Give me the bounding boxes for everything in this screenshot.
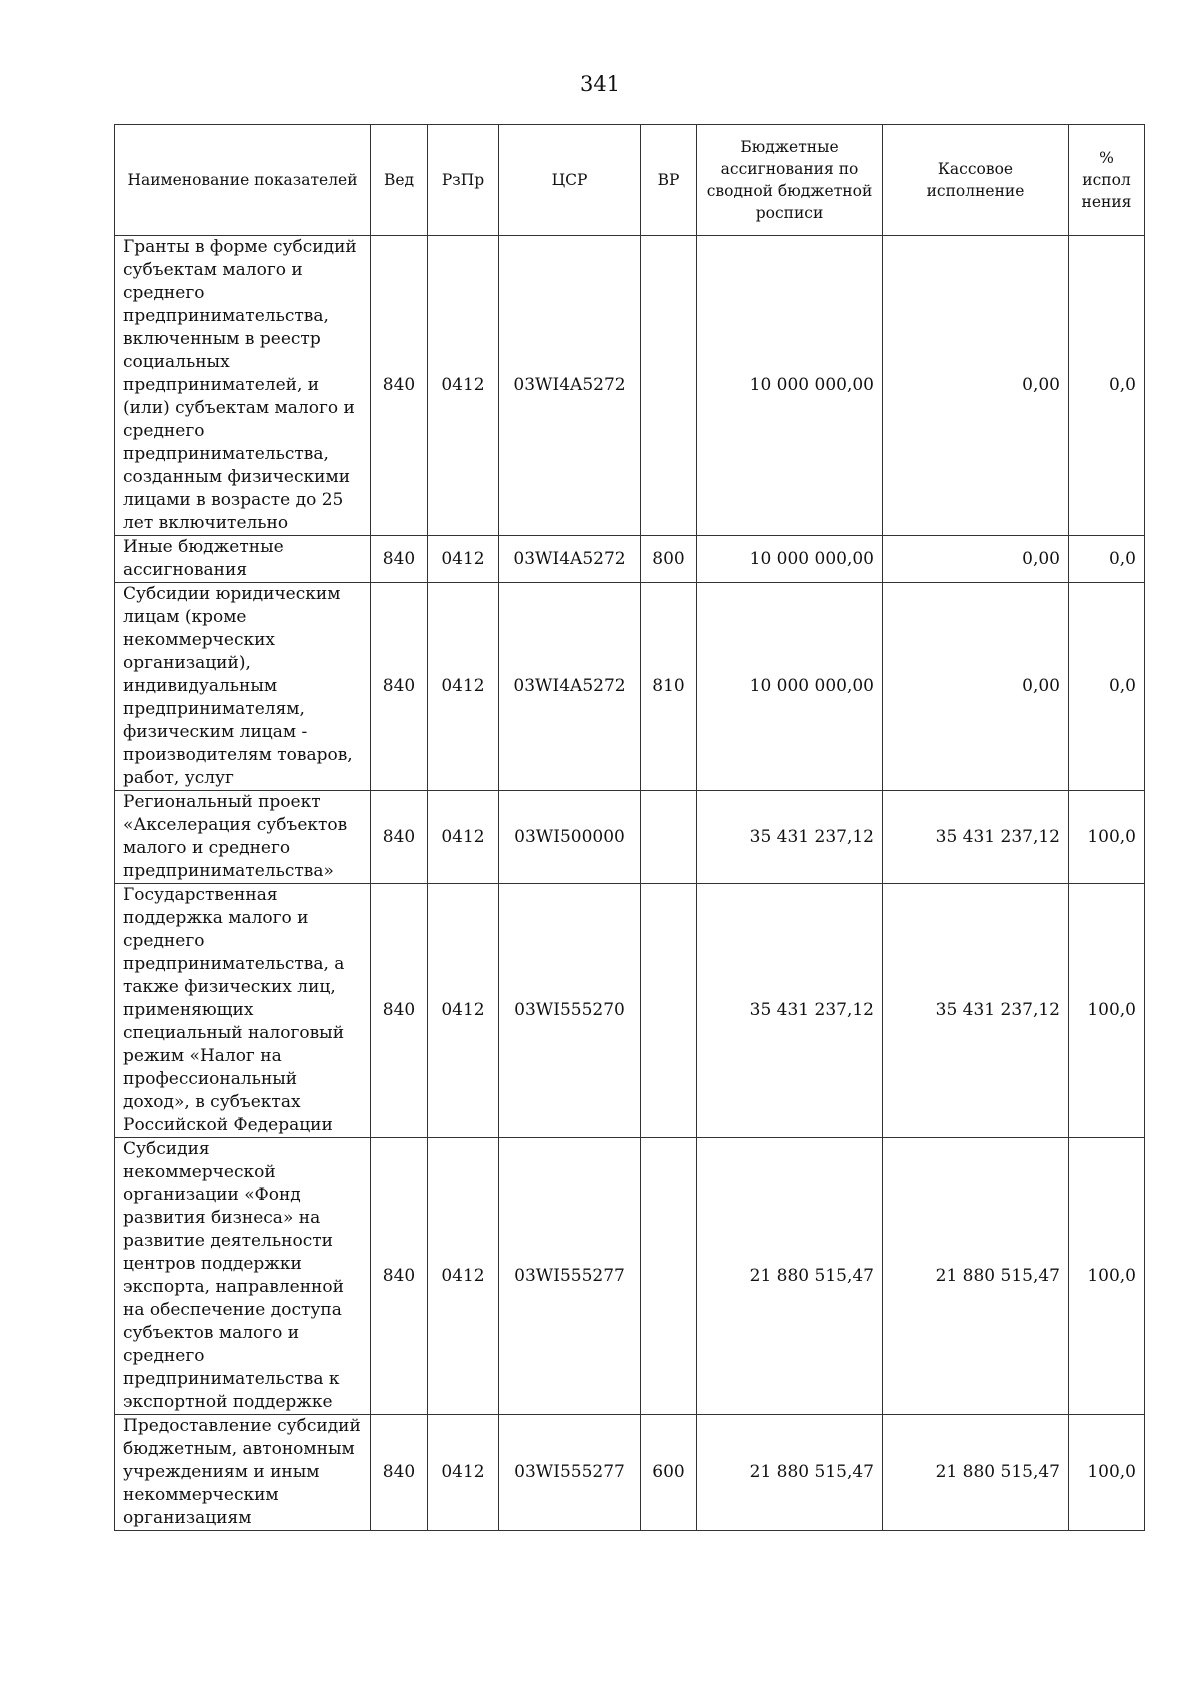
row-ved: 840: [371, 884, 428, 1138]
row-csr: 03WI4A5272: [499, 536, 641, 583]
row-csr: 03WI4A5272: [499, 236, 641, 536]
row-percent: 0,0: [1069, 236, 1145, 536]
table-row: [115, 791, 1145, 884]
row-name: Региональный проект «Акселерация субъектов малого и среднего предпринимательства»: [115, 791, 371, 884]
table-row: [115, 884, 1145, 1138]
row-rzpr: 0412: [428, 583, 499, 791]
header-vr: ВР: [641, 125, 697, 236]
row-rzpr: 0412: [428, 1415, 499, 1531]
row-budget: 35 431 237,12: [697, 884, 883, 1138]
row-cash: 35 431 237,12: [883, 791, 1069, 884]
row-csr: 03WI555270: [499, 884, 641, 1138]
budget-table: [114, 124, 1145, 1531]
row-rzpr: 0412: [428, 536, 499, 583]
row-cash: 0,00: [883, 536, 1069, 583]
row-percent: 100,0: [1069, 1138, 1145, 1415]
row-budget: 21 880 515,47: [697, 1138, 883, 1415]
table-row: [115, 236, 1145, 536]
row-percent: 0,0: [1069, 536, 1145, 583]
row-rzpr: 0412: [428, 1138, 499, 1415]
row-percent: 100,0: [1069, 1415, 1145, 1531]
row-name: Иные бюджетные ассигнования: [115, 536, 371, 583]
row-rzpr: 0412: [428, 236, 499, 536]
row-cash: 21 880 515,47: [883, 1415, 1069, 1531]
row-cash: 35 431 237,12: [883, 884, 1069, 1138]
row-name: Субсидии юридическим лицам (кроме некоммерческих организаций), индивидуальным предпринимателям, физическим лицам - производителям товаров, работ, услуг: [115, 583, 371, 791]
row-csr: 03WI555277: [499, 1415, 641, 1531]
header-rzpr: РзПр: [428, 125, 499, 236]
row-percent: 100,0: [1069, 884, 1145, 1138]
row-rzpr: 0412: [428, 791, 499, 884]
table-row: [115, 1415, 1145, 1531]
row-vr: 600: [641, 1415, 697, 1531]
table-row: [115, 536, 1145, 583]
row-vr: 800: [641, 536, 697, 583]
page-number: 341: [579, 72, 621, 96]
row-vr: [641, 1138, 697, 1415]
table-row: [115, 583, 1145, 791]
row-cash: 0,00: [883, 236, 1069, 536]
row-csr: 03WI555277: [499, 1138, 641, 1415]
row-name: Гранты в форме субсидий субъектам малого и среднего предпринимательства, включенным в реестр социальных предпринимателей, и (или) субъектам малого и среднего предпринимательства, созданным физическими лицами в возрасте до 25 лет включительно: [115, 236, 371, 536]
row-name: Государственная поддержка малого и среднего предпринимательства, а также физических лиц, применяющих специальный налоговый режим «Налог на профессиональный доход», в субъектах Российской Федерации: [115, 884, 371, 1138]
header-budget: Бюджетные ассигнования по сводной бюджетной росписи: [697, 125, 883, 236]
row-ved: 840: [371, 536, 428, 583]
row-cash: 0,00: [883, 583, 1069, 791]
row-name: Субсидия некоммерческой организации «Фонд развития бизнеса» на развитие деятельности центров поддержки экспорта, направленной на обеспечение доступа субъектов малого и среднего предпринимательства к экспортной поддержке: [115, 1138, 371, 1415]
row-percent: 100,0: [1069, 791, 1145, 884]
row-ved: 840: [371, 583, 428, 791]
row-budget: 10 000 000,00: [697, 536, 883, 583]
header-name: Наименование показателей: [115, 125, 371, 236]
row-ved: 840: [371, 1415, 428, 1531]
row-budget: 10 000 000,00: [697, 236, 883, 536]
row-csr: 03WI500000: [499, 791, 641, 884]
header-row: [115, 125, 1145, 236]
header-percent: % испол нения: [1069, 125, 1145, 236]
header-ved: Вед: [371, 125, 428, 236]
row-vr: 810: [641, 583, 697, 791]
row-cash: 21 880 515,47: [883, 1138, 1069, 1415]
row-vr: [641, 884, 697, 1138]
row-ved: 840: [371, 1138, 428, 1415]
row-rzpr: 0412: [428, 884, 499, 1138]
row-percent: 0,0: [1069, 583, 1145, 791]
row-ved: 840: [371, 236, 428, 536]
row-vr: [641, 791, 697, 884]
row-budget: 10 000 000,00: [697, 583, 883, 791]
row-name: Предоставление субсидий бюджетным, автономным учреждениям и иным некоммерческим организациям: [115, 1415, 371, 1531]
row-csr: 03WI4A5272: [499, 583, 641, 791]
row-budget: 21 880 515,47: [697, 1415, 883, 1531]
header-cash: Кассовое исполнение: [883, 125, 1069, 236]
row-ved: 840: [371, 791, 428, 884]
table-row: [115, 1138, 1145, 1415]
row-vr: [641, 236, 697, 536]
header-csr: ЦСР: [499, 125, 641, 236]
row-budget: 35 431 237,12: [697, 791, 883, 884]
